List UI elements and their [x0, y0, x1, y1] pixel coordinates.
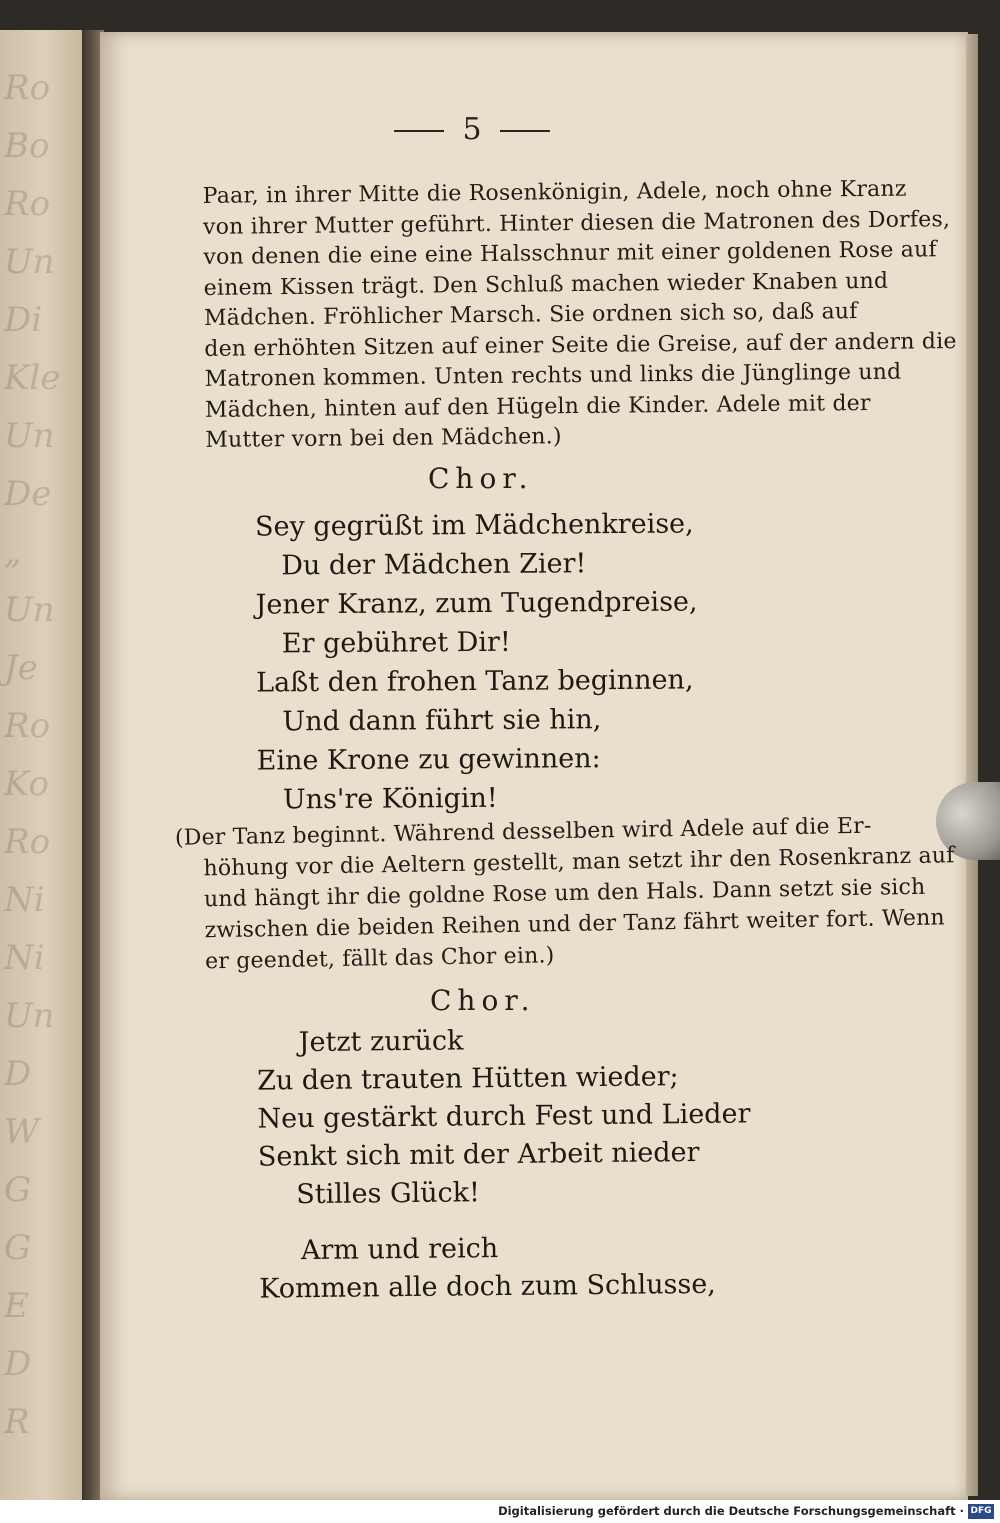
- chorus-verse-1: [255, 504, 699, 819]
- footer-bar: [0, 1500, 1000, 1523]
- chorus-heading-2: Chor.: [430, 984, 536, 1017]
- text-line: zwischen die beiden Reihen und der Tanz fährt weiter fort. Wenn: [204, 905, 946, 944]
- text-line: höhung vor die Aeltern gestellt, man setzt ihr den Rosenkranz auf: [203, 843, 955, 882]
- stage-direction-2: [175, 809, 957, 978]
- text-line: und hängt ihr die goldne Rose um den Hals. Dann setzt sie sich: [203, 874, 926, 913]
- verse-line: Laßt den frohen Tanz beginnen,: [256, 664, 694, 699]
- text-line: Mutter vorn bei den Mädchen.): [205, 424, 562, 453]
- verse-line: Jetzt zurück: [298, 1025, 464, 1059]
- folio-dash-left: [394, 130, 444, 132]
- facing-page-fragment: E: [4, 1286, 29, 1326]
- facing-page-fragment: Un: [4, 590, 55, 630]
- facing-page-fragment: Ni: [4, 880, 45, 920]
- facing-page-fragment: Un: [4, 416, 55, 456]
- text-line: er geendet, fällt das Chor ein.): [204, 943, 555, 975]
- facing-page-fragment: W: [4, 1112, 39, 1152]
- page-edge: [966, 34, 978, 1496]
- verse-line: Zu den trauten Hütten wieder;: [256, 1061, 679, 1097]
- facing-page: [0, 30, 82, 1500]
- facing-page-fragment: R: [4, 1402, 30, 1442]
- facing-page-fragment: Bo: [4, 126, 50, 166]
- text-line: (Der Tanz beginnt. Während desselben wird Adele auf die Er-: [174, 813, 872, 851]
- facing-page-fragment: D: [4, 1054, 32, 1094]
- facing-page-fragment: Ro: [4, 822, 51, 862]
- text-line: Matronen kommen. Unten rechts und links die Jünglinge und: [204, 359, 902, 392]
- text-line: Mädchen. Fröhlicher Marsch. Sie ordnen sich so, daß auf: [203, 299, 858, 331]
- verse-line: Er gebühret Dir!: [281, 626, 511, 660]
- folio-number: 5: [462, 112, 482, 147]
- text-line: einem Kissen trägt. Den Schluß machen wieder Knaben und: [203, 268, 889, 301]
- text-line: Mädchen, hinten auf den Hügeln die Kinder. Adele mit der: [204, 390, 871, 423]
- facing-page-fragment: Ni: [4, 938, 45, 978]
- verse-line: Und dann führt sie hin,: [282, 704, 602, 738]
- verse-line: Arm und reich: [300, 1233, 499, 1267]
- verse-line: Uns're Königin!: [282, 782, 498, 816]
- facing-page-fragment: „: [4, 532, 22, 572]
- facing-page-fragment: G: [4, 1170, 32, 1210]
- text-line: von ihrer Mutter geführt. Hinter diesen die Matronen des Dorfes,: [202, 206, 951, 240]
- page-number: [372, 112, 572, 147]
- facing-page-fragment: D: [4, 1344, 32, 1384]
- facing-page-fragment: Ro: [4, 68, 51, 108]
- facing-page-fragment: Je: [4, 648, 38, 688]
- chorus-verse-2: [257, 1019, 753, 1308]
- facing-page-fragment: Kle: [4, 358, 61, 398]
- dfg-logo: DFG: [968, 1504, 994, 1519]
- verse-line: Eine Krone zu gewinnen:: [256, 743, 601, 777]
- text-line: den erhöhten Sitzen auf einer Seite die Greise, auf der andern die: [204, 328, 957, 362]
- verse-line: Kommen alle doch zum Schlusse,: [259, 1268, 716, 1305]
- facing-page-fragment: Di: [4, 300, 43, 340]
- facing-page-fragment: De: [4, 474, 52, 514]
- facing-page-fragment: Ko: [4, 764, 49, 804]
- folio-dash-right: [500, 130, 550, 132]
- text-line: von denen die eine eine Halsschnur mit einer goldenen Rose auf: [203, 237, 937, 270]
- facing-page-fragment: Un: [4, 996, 55, 1036]
- verse-line: Senkt sich mit der Arbeit nieder: [257, 1136, 700, 1173]
- facing-page-fragment: Ro: [4, 184, 51, 224]
- verse-line: Du der Mädchen Zier!: [281, 548, 587, 582]
- stage-direction-1: [203, 174, 958, 456]
- verse-line: Jener Kranz, zum Tugendpreise,: [255, 586, 698, 621]
- facing-page-fragment: Ro: [4, 706, 51, 746]
- facing-page-fragment: Un: [4, 242, 55, 282]
- facing-page-fragment: G: [4, 1228, 32, 1268]
- chorus-heading-1: Chor.: [428, 462, 534, 495]
- funding-notice: Digitalisierung gefördert durch die Deutsche Forschungsgemeinschaft ·: [498, 1504, 964, 1518]
- verse-line: Sey gegrüßt im Mädchenkreise,: [254, 508, 694, 543]
- text-line: Paar, in ihrer Mitte die Rosenkönigin, Adele, noch ohne Kranz: [202, 176, 907, 209]
- verse-line: Stilles Glück!: [296, 1177, 481, 1211]
- verse-line: Neu gestärkt durch Fest und Lieder: [257, 1098, 751, 1135]
